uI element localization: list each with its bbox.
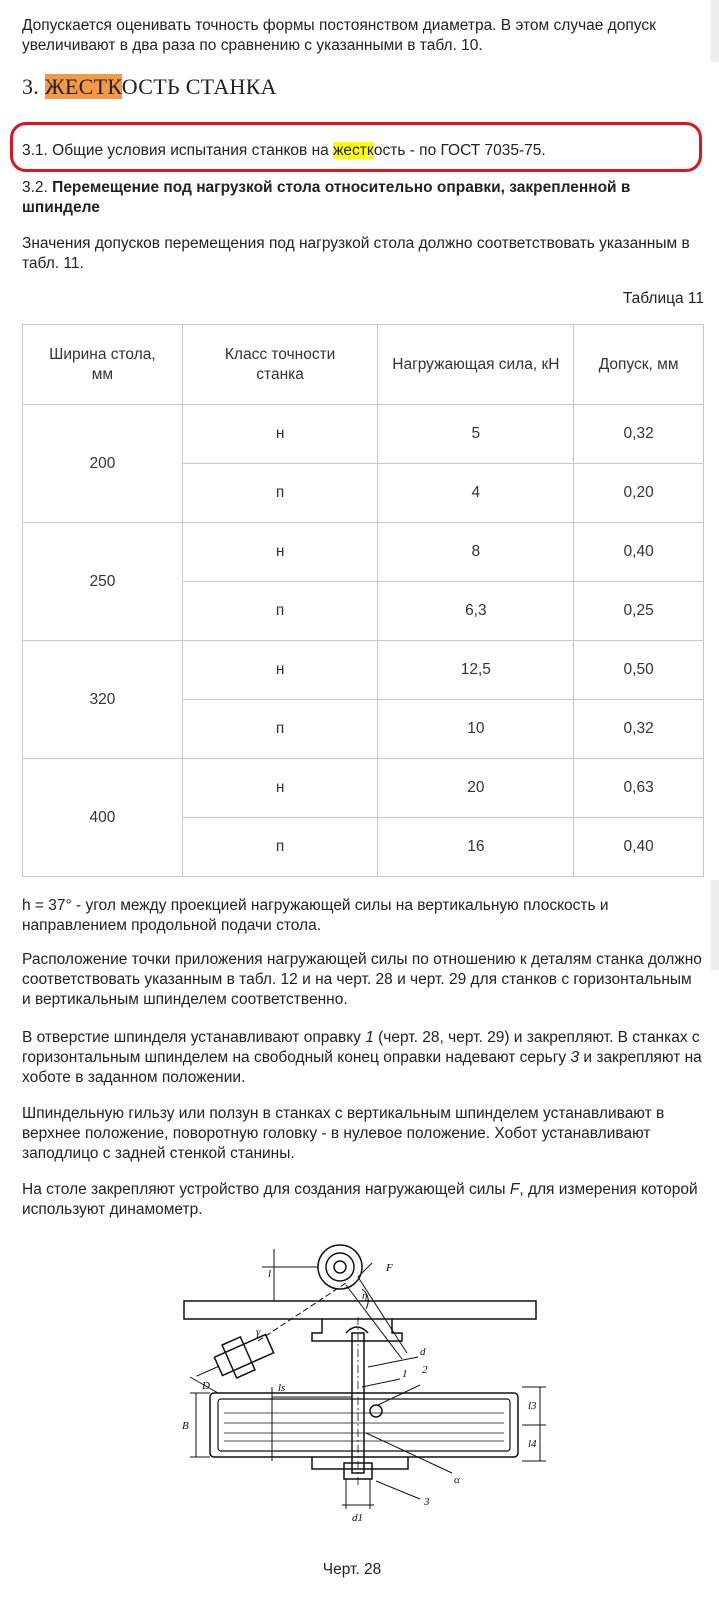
table-cell-force: 10 — [378, 700, 574, 759]
table-cell-class: п — [182, 818, 378, 877]
search-highlight: жестк — [333, 142, 374, 159]
table-cell-tolerance: 0,32 — [574, 405, 704, 464]
spindle-sleeve-paragraph: Шпиндельную гильзу или ползун в станках с вертикальным шпинделем устанавливают в верхнее положение, поворотную головку - в нулевое положение. Хобот устанавливают заподлицо с задней стенкой станины. — [22, 1105, 665, 1162]
table-cell-tolerance: 0,20 — [574, 464, 704, 523]
tolerance-table — [22, 324, 704, 877]
leader-line — [378, 1385, 420, 1405]
table-cell-class: п — [182, 464, 378, 523]
label-gamma: γ — [256, 1326, 261, 1338]
spindle-head — [312, 1319, 402, 1341]
intro-paragraph: Допускается оценивать точность формы постоянством диаметра. В этом случае допуск увеличивают в два раза по сравнению с указанными в табл. 10. — [22, 17, 656, 54]
page-edge-shadow — [711, 0, 719, 62]
table-cell-force: 5 — [378, 405, 574, 464]
section-title-rest: ОСТЬ СТАНКА — [121, 74, 277, 99]
table-cell-width: 250 — [23, 523, 183, 641]
force-line — [346, 1285, 402, 1359]
section-title — [22, 74, 277, 100]
table-header-cell: Нагружающая сила, кН — [378, 325, 574, 405]
spindle-notch — [346, 1327, 368, 1333]
table-row — [23, 641, 704, 700]
location-paragraph: Расположение точки приложения нагружающей силы по отношению к деталям станка должно соответствовать указанным в табл. 12 и на черт. 28 и черт. 29 для станков с горизонтальным и вертикальным шпинделем соответственно. — [22, 951, 702, 1008]
table-header-row — [23, 325, 704, 405]
table-cell-force: 20 — [378, 759, 574, 818]
figure-caption: Черт. 28 — [322, 1561, 382, 1578]
label-D: D — [202, 1380, 210, 1392]
paragraph-3-2-heading: 3.2. Перемещение под нагрузкой стола относительно оправки, закрепленной в шпинделе — [22, 179, 631, 216]
label-ls: ls — [278, 1382, 286, 1394]
leader-line — [368, 1357, 418, 1367]
table-cell-tolerance: 0,50 — [574, 641, 704, 700]
angle-line — [366, 1433, 452, 1473]
table-caption: Таблица 11 — [622, 290, 704, 307]
table-cell-tolerance: 0,63 — [574, 759, 704, 818]
label-d1: d1 — [352, 1512, 363, 1524]
table-cell-force: 12,5 — [378, 641, 574, 700]
section-number: 3. — [22, 74, 45, 99]
label-B: B — [182, 1420, 189, 1432]
ring-middle — [326, 1253, 354, 1281]
spindle-hole-paragraph: В отверстие шпинделя устанавливают оправку 1 (черт. 28, черт. 29) и закрепляют. В станках с горизонтальным шпинделем на свободный конец оправки надевают серьгу 3 и закрепляют на хоботе в заданном положении. — [22, 1029, 702, 1086]
table-row — [23, 405, 704, 464]
page-edge-shadow — [711, 880, 719, 970]
table-cell-class: н — [182, 759, 378, 818]
table-cell-width: 200 — [23, 405, 183, 523]
arrow-line — [358, 1263, 372, 1277]
table-cell-class: н — [182, 523, 378, 582]
table-cell-tolerance: 0,32 — [574, 700, 704, 759]
label-2: 2 — [422, 1364, 428, 1376]
angle-paragraph: h = 37° - угол между проекцией нагружающей силы на вертикальную плоскость и направлением продольной подачи стола. — [22, 897, 609, 934]
table-row — [23, 759, 704, 818]
ring-inner — [334, 1261, 346, 1273]
table-cell-tolerance: 0,40 — [574, 818, 704, 877]
label-1: 1 — [402, 1368, 408, 1380]
label-F: F — [386, 1262, 393, 1274]
leader-line — [362, 1379, 400, 1387]
table-cell-width: 400 — [23, 759, 183, 877]
leader-line — [376, 1481, 420, 1499]
technical-drawing-28 — [162, 1237, 552, 1559]
table-cell-force: 6,3 — [378, 582, 574, 641]
table-cell-tolerance: 0,40 — [574, 523, 704, 582]
label-d: d — [420, 1346, 426, 1358]
table-cell-force: 8 — [378, 523, 574, 582]
table-cell-class: п — [182, 582, 378, 641]
table-cell-class: н — [182, 405, 378, 464]
label-eta: η — [362, 1290, 368, 1302]
ring-outer — [318, 1245, 362, 1289]
table-cell-class: н — [182, 641, 378, 700]
table-cell-tolerance: 0,25 — [574, 582, 704, 641]
table-cell-width: 320 — [23, 641, 183, 759]
tolerance-values-paragraph: Значения допусков перемещения под нагрузкой стола должно соответствовать указанным в табл. 11. — [22, 235, 690, 272]
paragraph-3-1: 3.1. Общие условия испытания станков на жесткость - по ГОСТ 7035-75. — [22, 142, 546, 159]
table-header-cell: Ширина стола, мм — [23, 325, 183, 405]
table-header-cell: Допуск, мм — [574, 325, 704, 405]
label-alpha: α — [454, 1474, 460, 1486]
label-3: 3 — [424, 1496, 430, 1508]
table-cell-force: 4 — [378, 464, 574, 523]
label-l4: l4 — [528, 1438, 537, 1450]
table-row — [23, 523, 704, 582]
table-cell-class: п — [182, 700, 378, 759]
search-highlight: ЖЕСТК — [44, 74, 122, 99]
table-header-cell: Класс точности станка — [182, 325, 378, 405]
label-l3: l3 — [528, 1400, 537, 1412]
indicator-2 — [370, 1405, 382, 1417]
load-device-paragraph: На столе закрепляют устройство для создания нагружающей силы F, для измерения которой используют динамометр. — [22, 1181, 698, 1218]
axis-line — [258, 1283, 346, 1341]
table-cell-force: 16 — [378, 818, 574, 877]
label-l: l — [268, 1268, 272, 1280]
